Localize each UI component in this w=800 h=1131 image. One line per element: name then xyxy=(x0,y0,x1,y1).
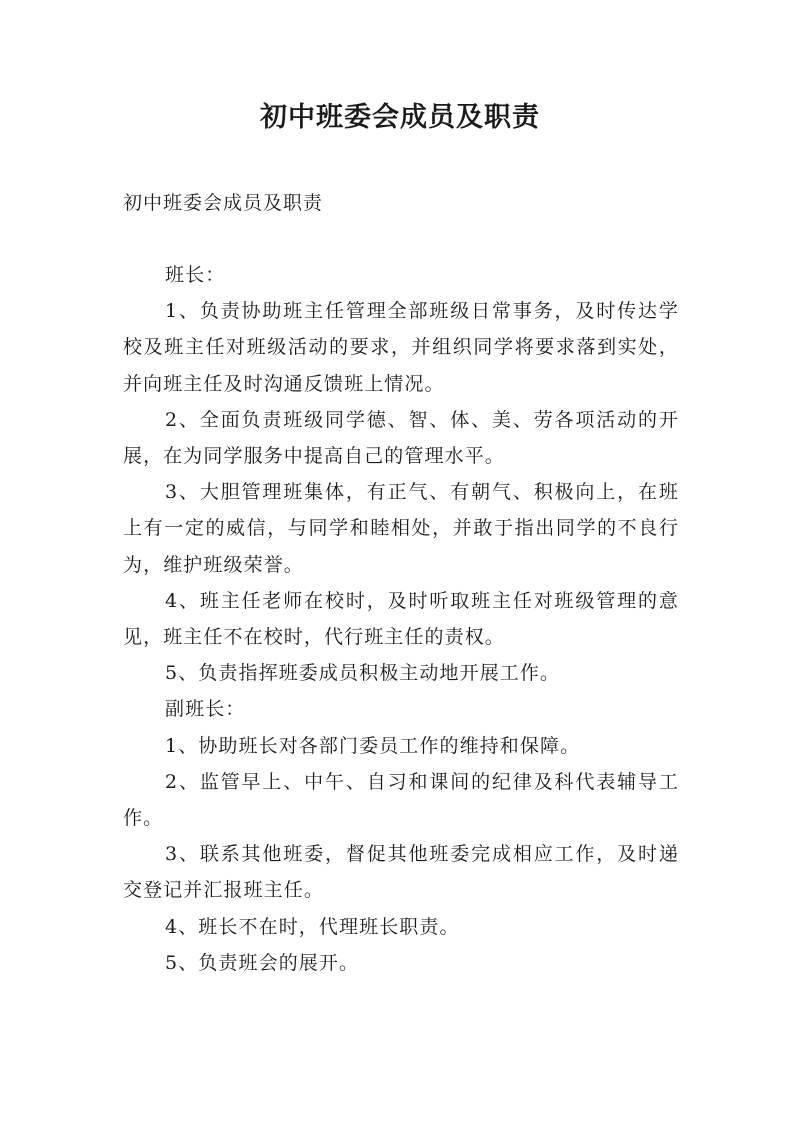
paragraph: 3、大胆管理班集体，有正气、有朝气、积极向上，在班上有一定的威信，与同学和睦相处，并敢于指出同学的不良行为，维护班级荣誉。 xyxy=(123,481,679,576)
paragraph: 1、负责协助班主任管理全部班级日常事务，及时传达学校及班主任对班级活动的要求，并组织同学将要求落到实处，并向班主任及时沟通反馈班上情况。 xyxy=(123,300,679,395)
paragraph: 5、负责班会的展开。 xyxy=(165,951,360,974)
paragraph: 3、联系其他班委，督促其他班委完成相应工作，及时递交登记并汇报班主任。 xyxy=(123,843,679,902)
paragraph: 4、班长不在时，代理班长职责。 xyxy=(165,915,460,938)
document-subtitle: 初中班委会成员及职责 xyxy=(123,192,324,214)
paragraph: 5、负责指挥班委成员积极主动地开展工作。 xyxy=(165,662,561,685)
paragraph: 2、全面负责班级同学德、智、体、美、劳各项活动的开展，在为同学服务中提高自己的管理水平。 xyxy=(123,408,679,468)
paragraph-monitor-heading: 班长： xyxy=(165,264,226,286)
paragraph: 1、协助班长对各部门委员工作的维持和保障。 xyxy=(165,734,581,757)
document-title: 初中班委会成员及职责 xyxy=(260,102,540,133)
paragraph-vice-monitor-heading: 副班长： xyxy=(165,698,246,721)
paragraph: 4、班主任老师在校时，及时听取班主任对班级管理的意见，班主任不在校时，代行班主任的责权。 xyxy=(123,589,679,649)
paragraph: 2、监管早上、中午、自习和课间的纪律及科代表辅导工作。 xyxy=(123,770,679,830)
document-body xyxy=(123,257,679,981)
